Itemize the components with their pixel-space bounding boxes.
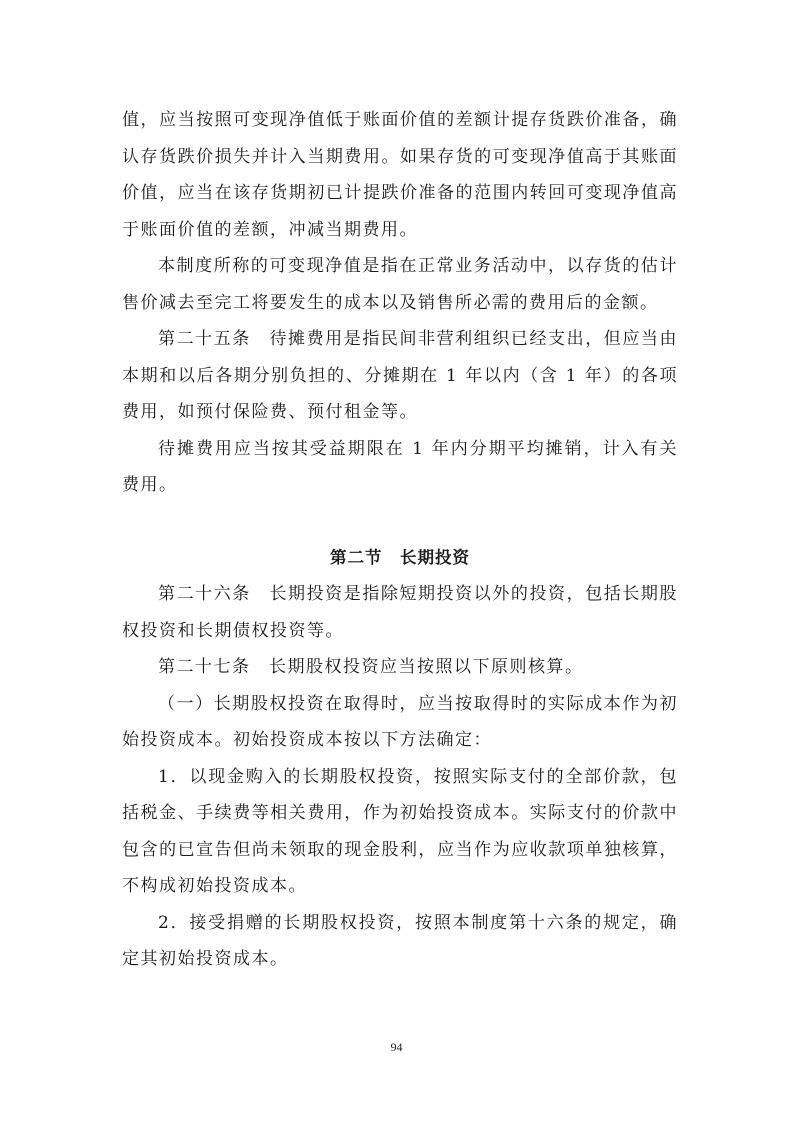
paragraph-net-realizable-value: 本制度所称的可变现净值是指在正常业务活动中，以存货的估计售价减去至完工将要发生的成本以及销售所必需的费用后的金额。 [122, 256, 678, 313]
body-text [122, 102, 678, 978]
paragraph-article-25: 第二十五条 待摊费用是指民间非营利组织已经支出，但应当由本期和以后各期分别负担的、分摊期在 1 年以内（含 1 年）的各项费用，如预付保险费、预付租金等。 [122, 329, 678, 422]
paragraph-initial-cost: （一）长期股权投资在取得时，应当按取得时的实际成本作为初始投资成本。初始投资成本按以下方法确定： [122, 693, 678, 750]
page-number: 94 [390, 1040, 403, 1054]
section-heading: 第二节 长期投资 [330, 547, 470, 567]
section-spacer [122, 504, 678, 540]
paragraph-article-26: 第二十六条 长期投资是指除短期投资以外的投资，包括长期股权投资和长期债权投资等。 [122, 584, 678, 641]
paragraph-item-2-donation: 2．接受捐赠的长期股权投资，按照本制度第十六条的规定，确定其初始投资成本。 [122, 912, 678, 969]
paragraph-item-1-cash-purchase: 1．以现金购入的长期股权投资，按照实际支付的全部价款，包括税金、手续费等相关费用，作为初始投资成本。实际支付的价款中包含的已宣告但尚未领取的现金股利，应当作为应收款项单独核算，不构成初始投资成本。 [122, 766, 678, 896]
paragraph-prepaid-amortization: 待摊费用应当按其受益期限在 1 年内分期平均摊销，计入有关费用。 [122, 438, 678, 495]
paragraph-article-27: 第二十七条 长期股权投资应当按照以下原则核算。 [158, 657, 584, 677]
paragraph-inventory-impairment: 值，应当按照可变现净值低于账面价值的差额计提存货跌价准备，确认存货跌价损失并计入当期费用。如果存货的可变现净值高于其账面价值，应当在该存货期初已计提跌价准备的范围内转回可变现净值高于账面价值的差额，冲减当期费用。 [122, 110, 678, 240]
